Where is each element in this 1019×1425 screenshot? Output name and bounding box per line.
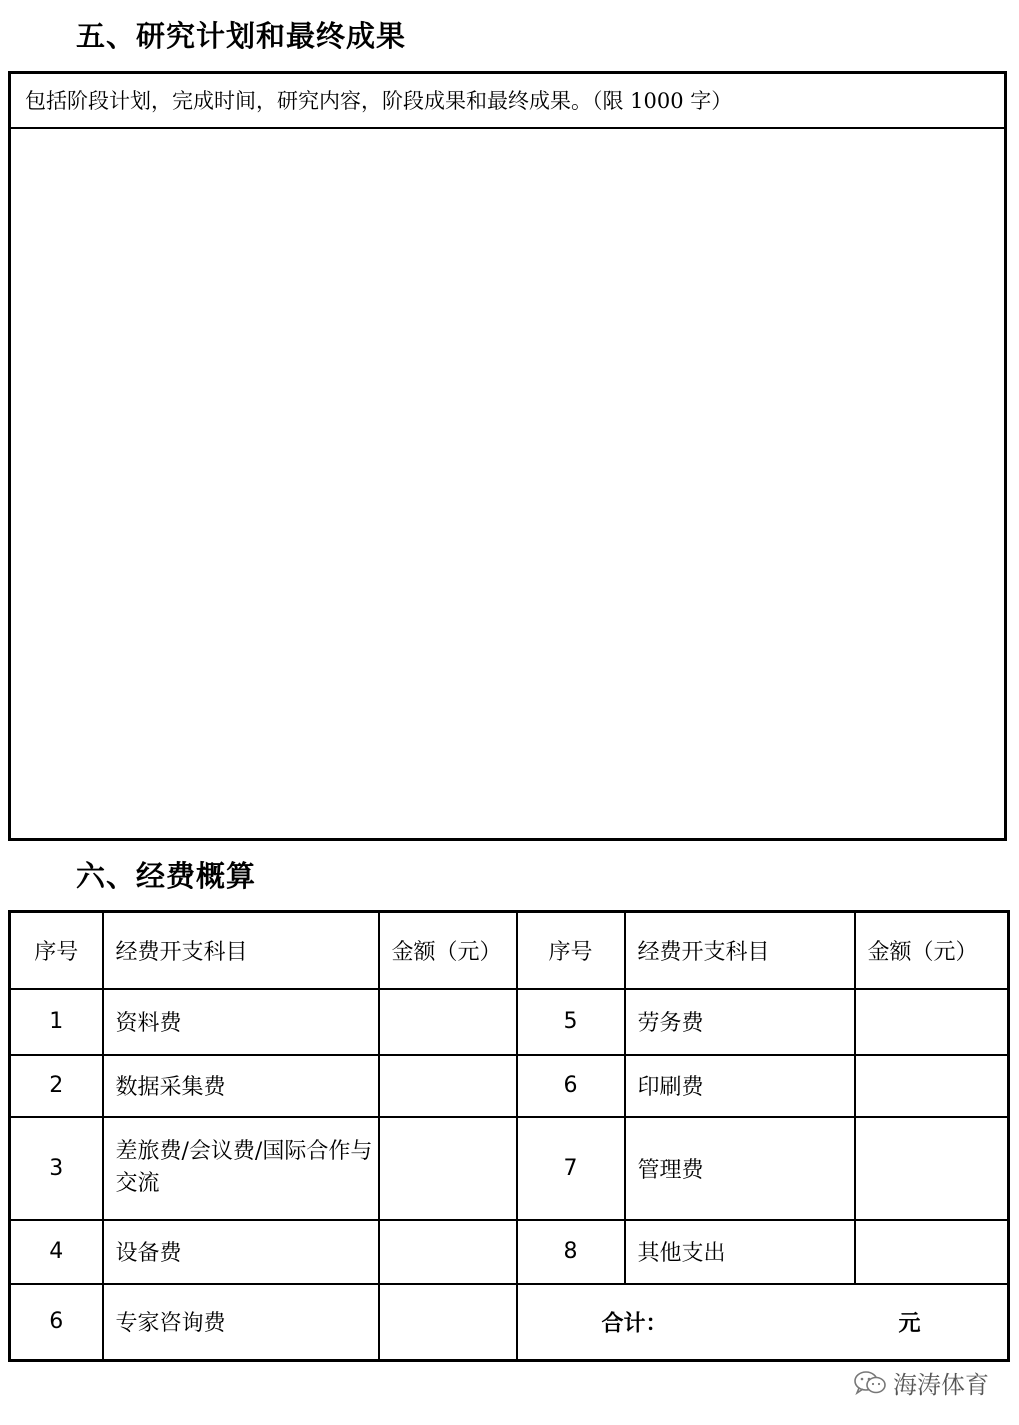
research-plan-input-area[interactable] — [11, 129, 1004, 838]
watermark — [853, 1365, 989, 1400]
research-plan-instruction: 包括阶段计划，完成时间，研究内容，阶段成果和最终成果。（限 1000 字） — [11, 74, 1004, 129]
header-seq-right: 序号 — [517, 912, 625, 989]
item-cell: 资料费 — [103, 989, 379, 1055]
table-row — [10, 1284, 1009, 1361]
amount-input[interactable] — [855, 989, 1009, 1055]
wechat-icon — [853, 1370, 887, 1396]
section-6-title: 六、经费概算 — [76, 859, 257, 893]
amount-input[interactable] — [379, 1117, 517, 1220]
item-cell: 专家咨询费 — [103, 1284, 379, 1361]
table-row — [10, 1117, 1009, 1220]
item-cell: 其他支出 — [625, 1220, 855, 1284]
amount-input[interactable] — [379, 1284, 517, 1361]
header-amount-right: 金额（元） — [855, 912, 1009, 989]
item-cell: 设备费 — [103, 1220, 379, 1284]
budget-table — [8, 910, 1010, 1362]
header-item-right: 经费开支科目 — [625, 912, 855, 989]
table-header-row — [10, 912, 1009, 989]
table-row — [10, 1220, 1009, 1284]
seq-cell: 3 — [10, 1117, 103, 1220]
amount-input[interactable] — [379, 1220, 517, 1284]
seq-cell: 4 — [10, 1220, 103, 1284]
amount-input[interactable] — [855, 1220, 1009, 1284]
section-5-title: 五、研究计划和最终成果 — [76, 19, 407, 53]
seq-cell: 2 — [10, 1055, 103, 1117]
table-row — [10, 989, 1009, 1055]
header-item-left: 经费开支科目 — [103, 912, 379, 989]
seq-cell: 6 — [517, 1055, 625, 1117]
seq-cell: 6 — [10, 1284, 103, 1361]
seq-cell: 7 — [517, 1117, 625, 1220]
header-amount-left: 金额（元） — [379, 912, 517, 989]
seq-cell: 5 — [517, 989, 625, 1055]
amount-input[interactable] — [379, 989, 517, 1055]
item-cell: 差旅费/会议费/国际合作与交流 — [103, 1117, 379, 1220]
item-cell: 数据采集费 — [103, 1055, 379, 1117]
amount-input[interactable] — [379, 1055, 517, 1117]
research-plan-box — [8, 71, 1007, 841]
item-cell: 劳务费 — [625, 989, 855, 1055]
seq-cell: 1 — [10, 989, 103, 1055]
total-label: 合计： — [601, 1311, 668, 1337]
header-seq-left: 序号 — [10, 912, 103, 989]
total-cell — [517, 1284, 1009, 1361]
watermark-text: 海涛体育 — [893, 1371, 989, 1399]
total-unit: 元 — [898, 1311, 921, 1337]
seq-cell: 8 — [517, 1220, 625, 1284]
item-cell: 管理费 — [625, 1117, 855, 1220]
item-cell: 印刷费 — [625, 1055, 855, 1117]
amount-input[interactable] — [855, 1055, 1009, 1117]
amount-input[interactable] — [855, 1117, 1009, 1220]
table-row — [10, 1055, 1009, 1117]
